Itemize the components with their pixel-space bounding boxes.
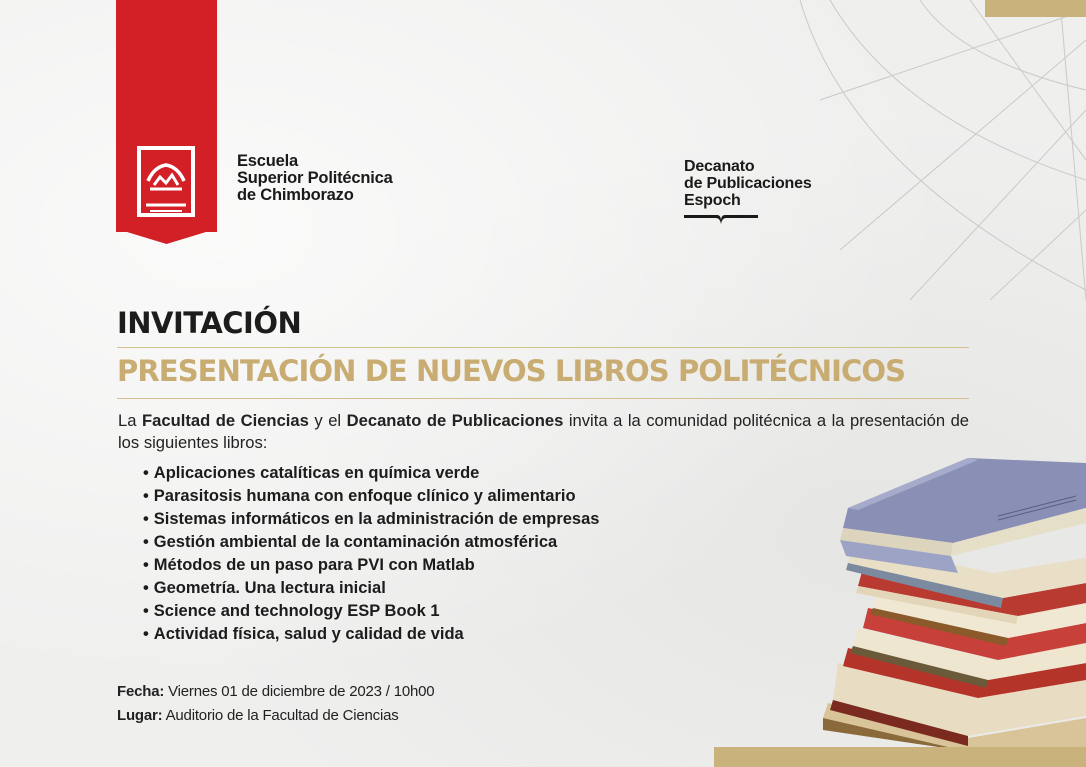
book-item [143,508,599,531]
book-item [143,577,599,600]
institution-name [237,153,393,204]
book-stack-image [818,448,1086,747]
publisher-line-1: Decanato [684,158,755,175]
book-title: Sistemas informáticos en la administración de empresas [153,510,600,528]
gold-accent-bar-bottom [714,747,1086,767]
intro-dean: Decanato de Publicaciones [346,411,564,430]
bullet: • [143,556,149,574]
intro-text-3: invita a la comunidad politécnica a la presentación de los siguientes libros: [118,411,970,452]
date-value: Viernes 01 de diciembre de 2023 / 10h00 [164,683,435,700]
place-label: Lugar: [117,707,163,724]
gold-accent-bar-top [985,0,1086,17]
bullet: • [143,487,149,505]
book-title: Gestión ambiental de la contaminación atmosférica [153,533,558,551]
intro-faculty: Facultad de Ciencias [141,411,309,430]
books-list [143,462,599,646]
book-item [143,531,599,554]
publisher-line-3: Espoch [684,192,741,209]
publisher-line-2: de Publicaciones [684,175,812,192]
event-place [117,707,399,724]
book-title: Geometría. Una lectura inicial [153,579,386,597]
book-item [143,554,599,577]
divider-bottom [117,398,969,399]
divider-top [117,347,969,348]
book-title: Actividad física, salud y calidad de vida [153,625,464,643]
book-item [143,623,599,646]
book-item [143,485,599,508]
book-item [143,462,599,485]
event-title: PRESENTACIÓN DE NUEVOS LIBROS POLITÉCNICOS [117,354,906,388]
bullet: • [143,625,149,643]
espoch-seal-icon [136,145,196,221]
book-title: Parasitosis humana con enfoque clínico y alimentario [153,487,576,505]
book-title: Science and technology ESP Book 1 [153,602,440,620]
institution-line-3: de Chimborazo [237,186,354,204]
bullet: • [143,579,149,597]
intro-text-1: La [118,411,142,430]
bullet: • [143,510,149,528]
date-label: Fecha: [117,683,165,700]
open-book-icon [684,213,758,225]
place-value: Auditorio de la Facultad de Ciencias [162,707,399,724]
bullet: • [143,464,149,482]
book-item [143,600,599,623]
event-date [117,683,434,700]
book-title: Aplicaciones catalíticas en química verde [153,464,480,482]
bullet: • [143,602,149,620]
decorative-lines [760,0,1086,300]
intro-text-2: y el [308,411,347,430]
invitation-heading: INVITACIÓN [117,306,302,340]
institution-line-2: Superior Politécnica [237,169,393,187]
bullet: • [143,533,149,551]
book-title: Métodos de un paso para PVI con Matlab [153,556,475,574]
publisher-name [684,158,812,209]
institution-line-1: Escuela [237,152,298,170]
